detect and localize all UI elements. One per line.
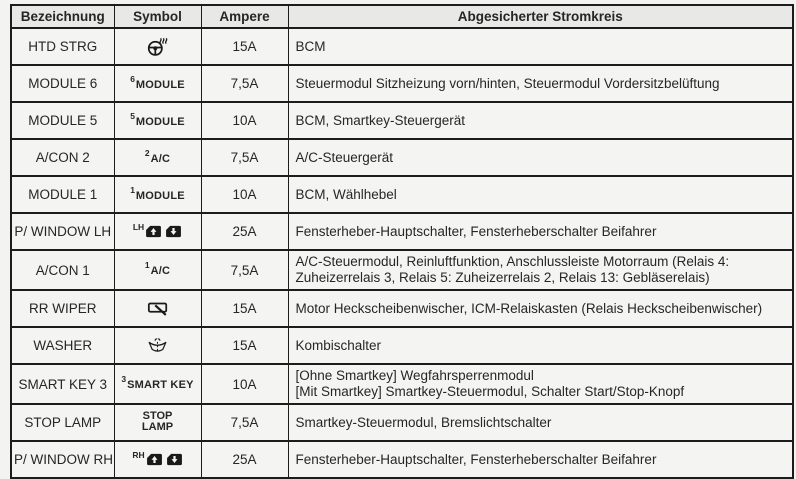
fuse-name: A/CON 2 bbox=[11, 139, 114, 176]
table-row bbox=[11, 250, 793, 290]
fuse-symbol bbox=[142, 411, 173, 433]
circuit-line: [Mit Smartkey] Smartkey-Steuermodul, Schalter Start/Stop-Knopf bbox=[295, 384, 685, 399]
circuit-line: Steuermodul Sitzheizung vorn/hinten, Steuermodul Vordersitzbelüftung bbox=[295, 75, 720, 91]
fuse-symbol bbox=[147, 301, 169, 317]
fuse-ampere: 15A bbox=[201, 327, 288, 364]
fuse-name: RR WIPER bbox=[11, 290, 114, 327]
fuse-symbol-cell bbox=[114, 213, 201, 250]
symbol-index: LH bbox=[132, 221, 145, 232]
symbol-label: MODULE bbox=[135, 115, 185, 128]
circuit-line: BCM, Wählhebel bbox=[295, 186, 397, 202]
fuse-circuit bbox=[288, 441, 793, 478]
fuse-name: STOP LAMP bbox=[11, 404, 114, 441]
fuse-ampere: 25A bbox=[201, 441, 288, 478]
fuse-symbol-cell bbox=[114, 364, 201, 404]
fuse-circuit bbox=[288, 250, 793, 290]
fuse-ampere: 10A bbox=[201, 176, 288, 213]
fuse-circuit bbox=[288, 290, 793, 327]
window-up-icon bbox=[145, 225, 162, 238]
circuit-line: Smartkey-Steuermodul, Bremslichtschalter bbox=[295, 414, 552, 430]
circuit-line: BCM, Smartkey-Steuergerät bbox=[295, 112, 466, 128]
symbol-label: MODULE bbox=[135, 78, 185, 91]
table-row bbox=[11, 327, 793, 364]
circuit-line: Motor Heckscheibenwischer, ICM-Relaiskasten (Relais Heckscheibenwischer) bbox=[295, 300, 763, 316]
fuse-symbol bbox=[130, 184, 185, 203]
fuse-circuit bbox=[288, 404, 793, 441]
table-row bbox=[11, 65, 793, 102]
table-header-row bbox=[11, 5, 793, 28]
fuse-name: A/CON 1 bbox=[11, 250, 114, 290]
fuse-name: MODULE 1 bbox=[11, 176, 114, 213]
fuse-symbol-cell bbox=[114, 139, 201, 176]
fuse-ampere: 7,5A bbox=[201, 404, 288, 441]
header-symbol: Symbol bbox=[114, 5, 201, 28]
fuse-symbol-cell bbox=[114, 441, 201, 478]
fuse-name: MODULE 6 bbox=[11, 65, 114, 102]
fuse-name: SMART KEY 3 bbox=[11, 364, 114, 404]
fuse-name: HTD STRG bbox=[11, 28, 114, 65]
fuse-symbol-cell bbox=[114, 250, 201, 290]
window-up-icon bbox=[146, 453, 163, 466]
fuse-symbol-cell bbox=[114, 290, 201, 327]
fuse-symbol bbox=[144, 147, 171, 166]
symbol-label: SMART KEY bbox=[127, 379, 194, 391]
table-row bbox=[11, 139, 793, 176]
header-ampere: Ampere bbox=[201, 5, 288, 28]
fuse-circuit bbox=[288, 327, 793, 364]
fuse-ampere: 15A bbox=[201, 290, 288, 327]
symbol-label-line: STOP bbox=[142, 409, 173, 422]
fuse-ampere: 10A bbox=[201, 364, 288, 404]
fuse-symbol bbox=[130, 73, 185, 92]
symbol-index: 5 bbox=[130, 110, 135, 121]
symbol-index: RH bbox=[132, 449, 145, 460]
washer-icon bbox=[147, 336, 168, 355]
table-row bbox=[11, 102, 793, 139]
circuit-line: A/C-Steuergerät bbox=[295, 149, 394, 165]
fuse-table bbox=[10, 4, 794, 479]
circuit-line: BCM bbox=[295, 38, 326, 54]
fuse-name: WASHER bbox=[11, 327, 114, 364]
fuse-ampere: 15A bbox=[201, 28, 288, 65]
fuse-ampere: 25A bbox=[201, 213, 288, 250]
table-row bbox=[11, 404, 793, 441]
circuit-line: A/C-Steuermodul, Reinluftfunktion, Anschlussleiste Motorraum (Relais 4: Zuheizerrelais 3, Relais 5: Zuheizerrelais 2, Relais 13: Gebläserelais) bbox=[295, 254, 730, 285]
fuse-ampere: 7,5A bbox=[201, 65, 288, 102]
table-row bbox=[11, 290, 793, 327]
fuse-ampere: 10A bbox=[201, 102, 288, 139]
circuit-line: Kombischalter bbox=[295, 337, 382, 353]
table-row bbox=[11, 176, 793, 213]
symbol-index: 1 bbox=[144, 260, 150, 270]
symbol-label: MODULE bbox=[135, 189, 185, 202]
window-down-icon bbox=[166, 453, 183, 466]
fuse-ampere: 7,5A bbox=[201, 250, 288, 290]
fuse-symbol bbox=[121, 376, 193, 392]
fuse-symbol bbox=[147, 37, 168, 57]
symbol-index: 1 bbox=[130, 184, 135, 195]
fuse-symbol-cell bbox=[114, 28, 201, 65]
fuse-name: MODULE 5 bbox=[11, 102, 114, 139]
circuit-line: Fensterheber-Hauptschalter, Fensterheberschalter Beifahrer bbox=[295, 451, 657, 467]
rear-wiper-icon bbox=[147, 301, 169, 316]
fuse-symbol bbox=[145, 262, 170, 278]
symbol-label: A/C bbox=[150, 152, 171, 165]
symbol-index: 3 bbox=[121, 374, 127, 384]
table-row bbox=[11, 28, 793, 65]
header-bezeichnung: Bezeichnung bbox=[11, 5, 114, 28]
fuse-circuit bbox=[288, 65, 793, 102]
fuse-symbol-cell bbox=[114, 327, 201, 364]
fuse-circuit bbox=[288, 28, 793, 65]
symbol-index: 6 bbox=[130, 73, 135, 84]
header-stromkreis: Abgesicherter Stromkreis bbox=[288, 5, 793, 28]
symbol-label: A/C bbox=[150, 265, 171, 277]
fuse-circuit bbox=[288, 102, 793, 139]
fuse-symbol-cell bbox=[114, 404, 201, 441]
fuse-symbol-cell bbox=[114, 65, 201, 102]
fuse-circuit bbox=[288, 213, 793, 250]
symbol-index: 2 bbox=[144, 147, 150, 158]
fuse-symbol bbox=[147, 336, 168, 355]
fuse-symbol bbox=[132, 449, 182, 468]
heated-steering-wheel-icon bbox=[147, 37, 168, 57]
circuit-line: [Ohne Smartkey] Wegfahrsperrenmodul bbox=[295, 368, 534, 383]
fuse-ampere: 7,5A bbox=[201, 139, 288, 176]
table-row bbox=[11, 213, 793, 250]
window-down-icon bbox=[165, 225, 182, 238]
fuse-symbol bbox=[130, 110, 185, 129]
fuse-symbol-cell bbox=[114, 176, 201, 213]
fuse-symbol-cell bbox=[114, 102, 201, 139]
fuse-circuit bbox=[288, 364, 793, 404]
fuse-symbol bbox=[132, 221, 182, 240]
symbol-label-line: LAMP bbox=[141, 420, 174, 433]
fuse-name: P/ WINDOW LH bbox=[11, 213, 114, 250]
table-row bbox=[11, 441, 793, 478]
table-row bbox=[11, 364, 793, 404]
fuse-circuit bbox=[288, 176, 793, 213]
fuse-circuit bbox=[288, 139, 793, 176]
fuse-name: P/ WINDOW RH bbox=[11, 441, 114, 478]
circuit-line: Fensterheber-Hauptschalter, Fensterheberschalter Beifahrer bbox=[295, 223, 657, 239]
